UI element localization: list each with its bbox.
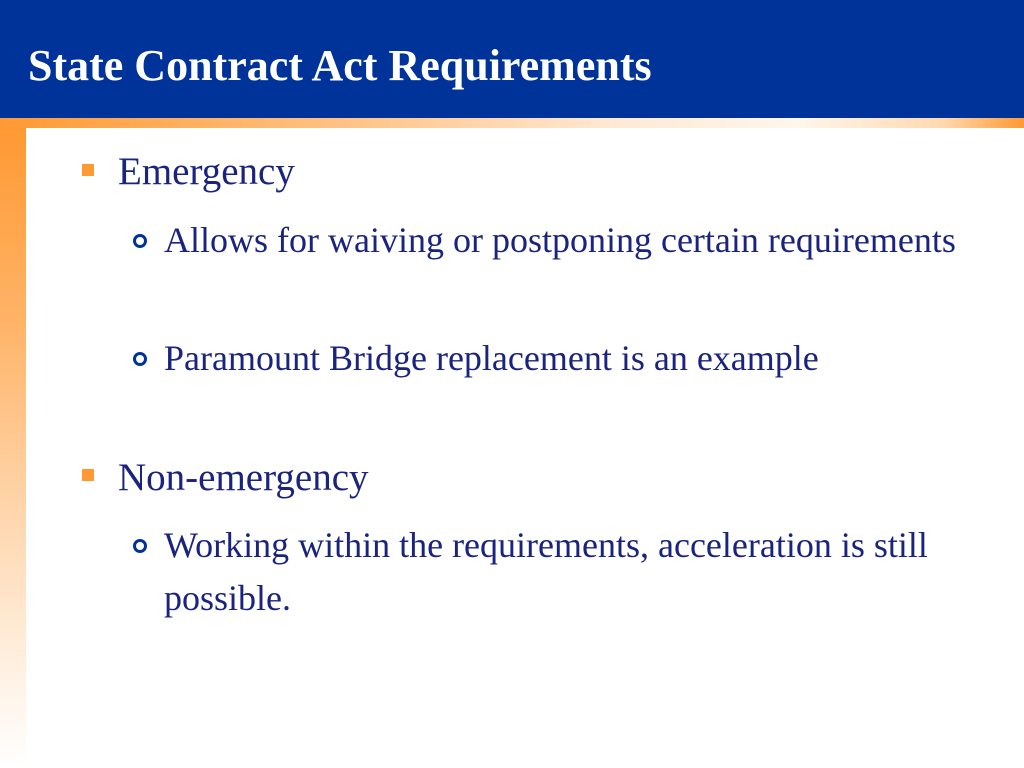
square-bullet-icon	[82, 164, 94, 176]
circle-bullet-icon	[132, 538, 148, 554]
square-bullet-icon	[82, 469, 94, 481]
bullet-non-emergency: Non-emergency	[118, 456, 369, 499]
sub-bullet-paramount: Paramount Bridge replacement is an example	[164, 338, 819, 378]
sub-bullet-waiving: Allows for waiving or postponing certain requirements	[164, 220, 956, 260]
bullet-emergency: Emergency	[118, 150, 295, 193]
slide-title: State Contract Act Requirements	[28, 41, 652, 90]
sub-bullet-working: Working within the requirements, acceleration is still possible.	[164, 525, 928, 618]
circle-bullet-icon	[132, 233, 148, 249]
circle-bullet-icon	[132, 351, 148, 367]
